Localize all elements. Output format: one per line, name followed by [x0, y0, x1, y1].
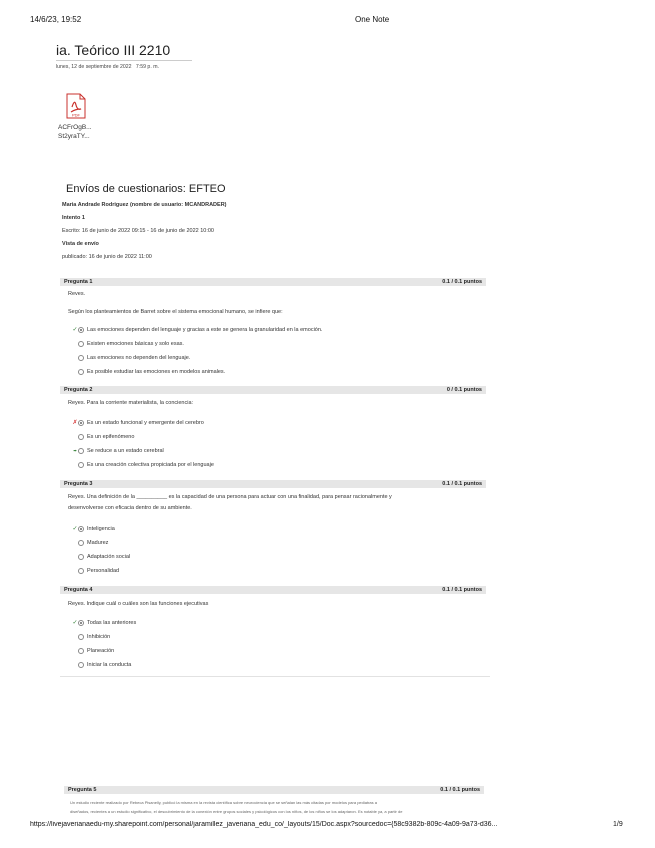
option-text: Adaptación social [87, 554, 131, 560]
radio-icon[interactable] [78, 568, 84, 574]
question-1-option-4[interactable] [78, 368, 225, 376]
question-1-option-2[interactable] [78, 340, 184, 348]
radio-icon[interactable] [78, 648, 84, 654]
pdf-file-icon [66, 93, 86, 119]
question-3-header [60, 480, 486, 488]
question-3-text-line1: Reyes. Una definición de la __________ es la capacidad de una persona para actuar con una finalidad, para pensar racionalmente y [68, 494, 392, 500]
question-4-option-1[interactable] [72, 619, 136, 627]
question-3-text-line2: desenvolverse con eficacia dentro de su ambiente. [68, 505, 192, 511]
question-4-header [60, 586, 486, 594]
print-datetime: 14/6/23, 19:52 [30, 15, 82, 24]
published-date: publicado: 16 de junio de 2022 11:00 [62, 254, 152, 260]
question-1-label: Pregunta 1 [64, 279, 93, 285]
question-1-text-line1: Reves. [68, 291, 86, 297]
option-text: Madurez [87, 540, 109, 546]
option-text: Es un epifenómeno [87, 434, 135, 440]
page-time-text: 7:59 p. m. [135, 64, 159, 70]
question-1-option-1[interactable] [72, 326, 322, 334]
radio-selected-icon[interactable] [78, 327, 84, 333]
option-text: Inteligencia [87, 526, 115, 532]
question-3-points: 0.1 / 0.1 puntos [442, 481, 482, 487]
question-4-points: 0.1 / 0.1 puntos [442, 587, 482, 593]
radio-icon[interactable] [78, 448, 84, 454]
question-2-text-line1: Reyes. Para la corriente materialista, la conciencia: [68, 400, 194, 406]
attempt-label: Intento 1 [62, 215, 85, 221]
option-text: Personalidad [87, 568, 120, 574]
option-text: Las emociones dependen del lenguaje y gracias a este se genera la granularidad en la emoción. [87, 327, 323, 333]
correct-answer-arrow-icon: ➡ [73, 448, 77, 453]
page-date [56, 64, 159, 70]
correct-mark-icon: ✓ [72, 620, 78, 626]
question-4-option-3[interactable] [78, 647, 114, 655]
radio-icon[interactable] [78, 434, 84, 440]
radio-selected-icon[interactable] [78, 526, 84, 532]
radio-icon[interactable] [78, 355, 84, 361]
question-4-option-2[interactable] [78, 633, 110, 641]
student-name: Maria Andrade Rodriguez (nombre de usuario: MCANDRADER) [62, 202, 227, 208]
written-dates: Escrito: 16 de junio de 2022 09:15 - 16 de junio de 2022 10:00 [62, 228, 214, 234]
radio-icon[interactable] [78, 554, 84, 560]
question-2-option-1[interactable] [72, 419, 204, 427]
question-2-option-4[interactable] [78, 461, 214, 469]
question-5-text-line1: Un estudio reciente realizado por Rebeca Pisanelly, publicó la misma en la revista científica sobre neurociencia que se señalan las más citadas por modelos para pediatras a [70, 800, 377, 805]
correct-mark-icon: ✓ [72, 327, 78, 333]
page-title: ia. Teórico III 2210 [56, 42, 171, 58]
question-5-header [64, 786, 484, 794]
option-text: Es un estado funcional y emergente del cerebro [87, 420, 204, 426]
question-3-option-4[interactable] [78, 567, 119, 575]
option-text: Existen emociones básicas y solo esas. [87, 341, 184, 347]
question-5-points: 0.1 / 0.1 puntos [440, 787, 480, 793]
question-4-option-4[interactable] [78, 661, 131, 669]
print-app-name: One Note [355, 15, 390, 24]
question-4-label: Pregunta 4 [64, 587, 93, 593]
radio-icon[interactable] [78, 341, 84, 347]
attachment-name[interactable] [58, 123, 92, 141]
radio-selected-icon[interactable] [78, 420, 84, 426]
question-4-text-line1: Reyes. Indique cuál o cuáles son las funciones ejecutivas [68, 601, 209, 607]
incorrect-mark-icon: ✗ [72, 420, 78, 426]
option-text: Todas las anteriores [87, 620, 137, 626]
pdf-attachment[interactable] [66, 93, 86, 124]
option-text: Es posible estudiar las emociones en modelos animales. [87, 369, 226, 375]
question-1-option-3[interactable] [78, 354, 190, 362]
print-page-number: 1/9 [613, 821, 623, 828]
question-2-label: Pregunta 2 [64, 387, 93, 393]
view-label: Vista de envío [62, 241, 99, 247]
radio-icon[interactable] [78, 462, 84, 468]
print-url: https://livejaverianaedu-my.sharepoint.com/personal/jaramillez_javeriana_edu_co/_layouts/15/Doc.aspx?sourcedoc={58c9382b-809c-4a09-9a73-d36... [30, 821, 498, 828]
radio-icon[interactable] [78, 369, 84, 375]
option-text: Se reduce a un estado cerebral [87, 448, 164, 454]
question-5-text-line2: diseñados, recientes a un estudio significativo, el descubrimiento de la conexión entre grupos sociales y psicológicos con los niños, de los niños se los adaptaron. Es notable ya, a partir de [70, 809, 403, 814]
question-1-header [60, 278, 486, 286]
radio-selected-icon[interactable] [78, 620, 84, 626]
question-2-option-3[interactable] [72, 447, 164, 455]
attachment-name-line2: St2yraTY... [58, 133, 90, 140]
option-text: Las emociones no dependen del lenguaje. [87, 355, 191, 361]
question-3-option-3[interactable] [78, 553, 130, 561]
question-2-points: 0 / 0.1 puntos [446, 387, 482, 393]
question-2-option-2[interactable] [78, 433, 134, 441]
question-5-text [70, 798, 484, 820]
radio-icon[interactable] [78, 662, 84, 668]
question-3-option-2[interactable] [78, 539, 108, 547]
section-title: Envíos de cuestionarios: EFTEO [66, 183, 226, 195]
question-1-text-line2: Según los planteamientos de Barret sobre el sistema emocional humano, se infiere que: [68, 309, 283, 315]
title-underline [56, 60, 192, 61]
correct-mark-icon: ✓ [72, 526, 78, 532]
attachment-name-line1: ACFrOgB... [58, 124, 92, 131]
option-text: Es una creación colectiva propiciada por el lenguaje [87, 462, 214, 468]
pdf-icon-label: PDF [72, 112, 80, 118]
option-text: Inhibición [87, 634, 111, 640]
question-5-label: Pregunta 5 [68, 787, 97, 793]
radio-icon[interactable] [78, 540, 84, 546]
question-3-option-1[interactable] [72, 525, 115, 533]
page-date-text: lunes, 12 de septiembre de 2022 [56, 64, 132, 70]
section-end-divider [60, 676, 490, 677]
option-text: Iniciar la conducta [87, 662, 132, 668]
radio-icon[interactable] [78, 634, 84, 640]
question-2-header [60, 386, 486, 394]
option-text: Planeación [87, 648, 115, 654]
question-3-label: Pregunta 3 [64, 481, 93, 487]
question-1-points: 0.1 / 0.1 puntos [442, 279, 482, 285]
